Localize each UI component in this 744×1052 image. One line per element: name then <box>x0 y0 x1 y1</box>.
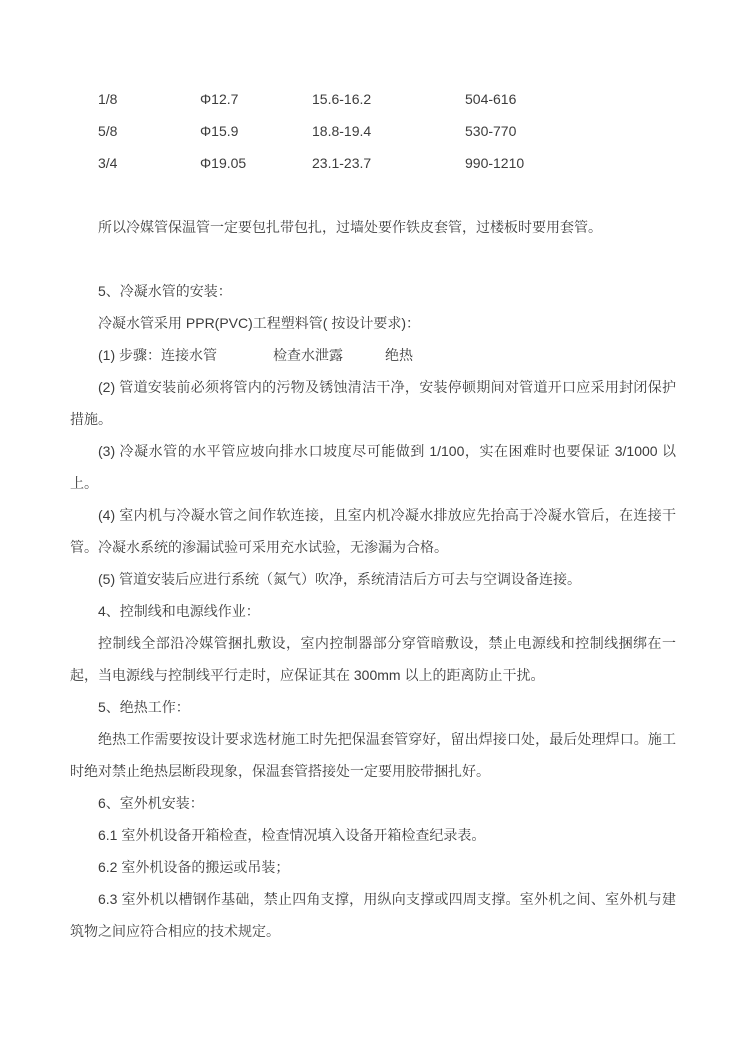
table-cell-diameter: Φ12.7 <box>200 91 239 107</box>
table-cell-range: 23.1-23.7 <box>312 155 372 171</box>
table-cell-diameter: Φ19.05 <box>200 155 247 171</box>
table-cell-value: 530-770 <box>465 123 517 139</box>
table-cell-diameter: Φ15.9 <box>200 123 239 139</box>
paragraph-step-2: (2) 管道安装前必须将管内的污物及锈蚀清洁干净，安装停顿期间对管道开口应采用封闭保护措施。 <box>70 379 676 427</box>
paragraph-outdoor-item-2: 6.2 室外机设备的搬运或吊装； <box>98 859 290 875</box>
section-heading-outdoor-unit: 6、室外机安装： <box>98 795 204 811</box>
table-row <box>70 147 676 179</box>
paragraph-step-1: (1) 步骤：连接水管 检查水泄露 绝热 <box>98 347 413 363</box>
paragraph-step-5: (5) 管道安装后应进行系统（氮气）吹净，系统清洁后方可去与空调设备连接。 <box>98 571 581 587</box>
paragraph-outdoor-item-3: 6.3 室外机以槽钢作基础，禁止四角支撑，用纵向支撑或四周支撑。室外机之间、室外机与建筑物之间应符合相应的技术规定。 <box>70 891 676 939</box>
table-cell-size: 1/8 <box>98 91 118 107</box>
table-cell-value: 990-1210 <box>465 155 525 171</box>
table-row <box>70 83 676 115</box>
table-cell-size: 3/4 <box>98 155 118 171</box>
paragraph-condensate-intro: 冷凝水管采用 PPR(PVC)工程塑料管( 按设计要求)： <box>98 315 420 331</box>
pipe-spec-table <box>70 83 676 179</box>
blank-line <box>70 243 676 275</box>
table-cell-range: 15.6-16.2 <box>312 91 372 107</box>
table-row <box>70 115 676 147</box>
table-cell-range: 18.8-19.4 <box>312 123 372 139</box>
paragraph-wiring-body: 控制线全部沿冷媒管捆扎敷设，室内控制器部分穿管暗敷设，禁止电源线和控制线捆绑在一起，当电源线与控制线平行走时，应保证其在 300mm 以上的距离防止干扰。 <box>70 635 676 683</box>
paragraph-wrap-note: 所以冷媒管保温管一定要包扎带包扎，过墙处要作铁皮套管，过楼板时要用套管。 <box>98 219 602 235</box>
table-cell-value: 504-616 <box>465 91 517 107</box>
paragraph-step-4: (4) 室内机与冷凝水管之间作软连接，且室内机冷凝水排放应先抬高于冷凝水管后，在连接干管。冷凝水系统的渗漏试验可采用充水试验，无渗漏为合格。 <box>70 507 676 555</box>
table-cell-size: 5/8 <box>98 123 118 139</box>
paragraph-step-3: (3) 冷凝水管的水平管应坡向排水口坡度尽可能做到 1/100，实在困难时也要保证 3/1000 以上。 <box>70 443 676 491</box>
section-heading-insulation: 5、绝热工作： <box>98 699 190 715</box>
section-heading-wiring: 4、控制线和电源线作业： <box>98 603 260 619</box>
paragraph-insulation-body: 绝热工作需要按设计要求选材施工时先把保温套管穿好，留出焊接口处，最后处理焊口。施工时绝对禁止绝热层断段现象，保温套管搭接处一定要用胶带捆扎好。 <box>70 731 676 779</box>
blank-line <box>70 179 676 211</box>
section-heading-condensate: 5、冷凝水管的安装： <box>98 283 232 299</box>
paragraph-outdoor-item-1: 6.1 室外机设备开箱检查，检查情况填入设备开箱检查纪录表。 <box>98 827 486 843</box>
